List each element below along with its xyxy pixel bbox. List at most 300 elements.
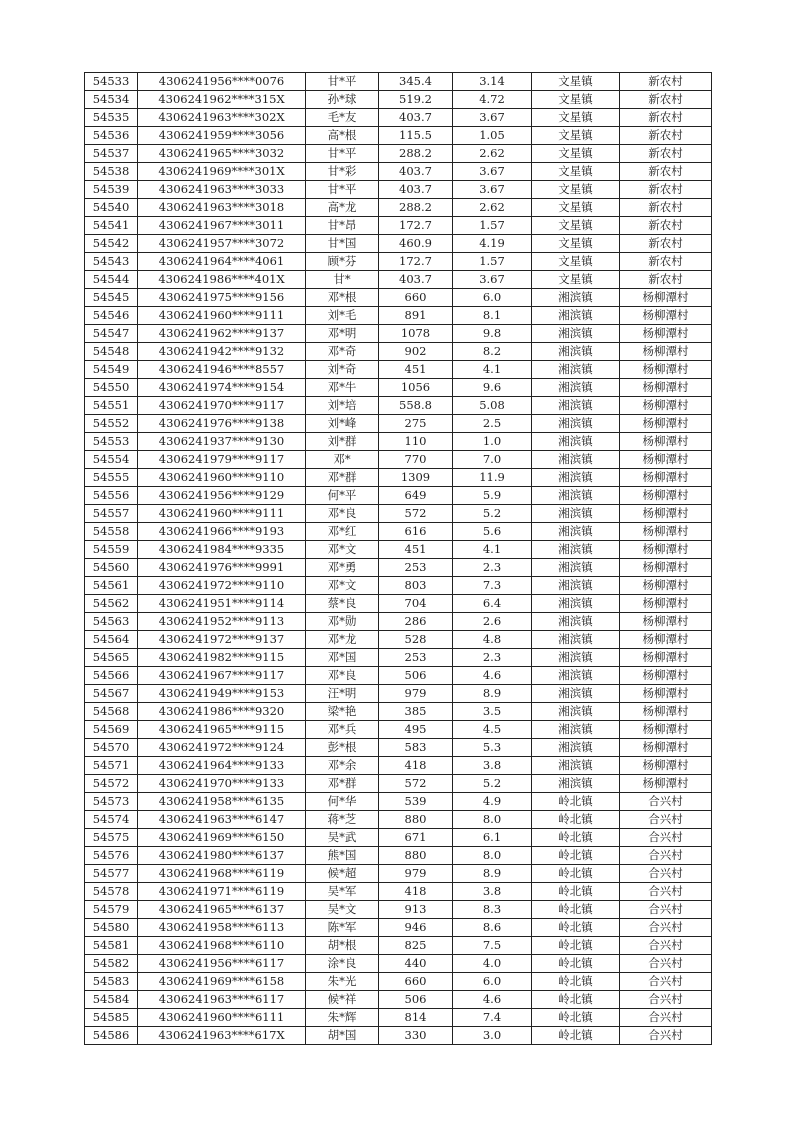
row-number-cell: 54586 [85,1027,138,1045]
amount-cell: 1309 [379,469,453,487]
area-cell: 4.19 [453,235,532,253]
row-number-cell: 54546 [85,307,138,325]
village-cell: 合兴村 [620,847,712,865]
area-cell: 1.57 [453,217,532,235]
table-row [85,541,712,559]
table-row [85,91,712,109]
area-cell: 7.5 [453,937,532,955]
name-cell: 邓* [306,451,379,469]
area-cell: 9.6 [453,379,532,397]
town-cell: 文星镇 [532,163,620,181]
town-cell: 岭北镇 [532,973,620,991]
village-cell: 杨柳潭村 [620,379,712,397]
amount-cell: 403.7 [379,271,453,289]
row-number-cell: 54567 [85,685,138,703]
table-row [85,991,712,1009]
id-number-cell: 4306241970****9133 [138,775,306,793]
id-number-cell: 4306241986****401X [138,271,306,289]
table-row [85,721,712,739]
id-number-cell: 4306241951****9114 [138,595,306,613]
area-cell: 7.4 [453,1009,532,1027]
village-cell: 杨柳潭村 [620,577,712,595]
amount-cell: 418 [379,757,453,775]
amount-cell: 403.7 [379,163,453,181]
amount-cell: 418 [379,883,453,901]
area-cell: 5.2 [453,505,532,523]
name-cell: 邓*兵 [306,721,379,739]
town-cell: 湘滨镇 [532,541,620,559]
town-cell: 湘滨镇 [532,667,620,685]
name-cell: 候*祥 [306,991,379,1009]
town-cell: 湘滨镇 [532,505,620,523]
row-number-cell: 54565 [85,649,138,667]
village-cell: 杨柳潭村 [620,325,712,343]
id-number-cell: 4306241969****301X [138,163,306,181]
village-cell: 杨柳潭村 [620,433,712,451]
id-number-cell: 4306241963****6117 [138,991,306,1009]
village-cell: 杨柳潭村 [620,541,712,559]
table-row [85,181,712,199]
table-row [85,325,712,343]
area-cell: 8.0 [453,811,532,829]
town-cell: 岭北镇 [532,793,620,811]
name-cell: 邓*勇 [306,559,379,577]
row-number-cell: 54559 [85,541,138,559]
table-row [85,523,712,541]
amount-cell: 451 [379,361,453,379]
name-cell: 孙*球 [306,91,379,109]
area-cell: 4.9 [453,793,532,811]
name-cell: 邓*红 [306,523,379,541]
area-cell: 5.2 [453,775,532,793]
amount-cell: 528 [379,631,453,649]
id-number-cell: 4306241969****6150 [138,829,306,847]
row-number-cell: 54569 [85,721,138,739]
village-cell: 杨柳潭村 [620,289,712,307]
table-row [85,847,712,865]
amount-cell: 440 [379,955,453,973]
amount-cell: 902 [379,343,453,361]
village-cell: 合兴村 [620,1009,712,1027]
amount-cell: 519.2 [379,91,453,109]
town-cell: 岭北镇 [532,1027,620,1045]
id-number-cell: 4306241971****6119 [138,883,306,901]
id-number-cell: 4306241956****9129 [138,487,306,505]
row-number-cell: 54533 [85,73,138,91]
name-cell: 吴*文 [306,901,379,919]
row-number-cell: 54557 [85,505,138,523]
id-number-cell: 4306241946****8557 [138,361,306,379]
area-cell: 1.05 [453,127,532,145]
id-number-cell: 4306241979****9117 [138,451,306,469]
village-cell: 杨柳潭村 [620,757,712,775]
name-cell: 邓*良 [306,505,379,523]
row-number-cell: 54548 [85,343,138,361]
amount-cell: 253 [379,649,453,667]
name-cell: 朱*辉 [306,1009,379,1027]
area-cell: 3.67 [453,181,532,199]
row-number-cell: 54536 [85,127,138,145]
town-cell: 文星镇 [532,199,620,217]
id-number-cell: 4306241962****315X [138,91,306,109]
amount-cell: 172.7 [379,253,453,271]
village-cell: 杨柳潭村 [620,523,712,541]
row-number-cell: 54574 [85,811,138,829]
area-cell: 8.2 [453,343,532,361]
amount-cell: 825 [379,937,453,955]
table-row [85,649,712,667]
id-number-cell: 4306241972****9110 [138,577,306,595]
area-cell: 8.9 [453,685,532,703]
village-cell: 杨柳潭村 [620,397,712,415]
village-cell: 杨柳潭村 [620,487,712,505]
village-cell: 杨柳潭村 [620,613,712,631]
village-cell: 合兴村 [620,829,712,847]
name-cell: 蔡*良 [306,595,379,613]
village-cell: 杨柳潭村 [620,649,712,667]
table-row [85,793,712,811]
village-cell: 合兴村 [620,955,712,973]
town-cell: 湘滨镇 [532,343,620,361]
name-cell: 候*超 [306,865,379,883]
id-number-cell: 4306241963****3018 [138,199,306,217]
village-cell: 合兴村 [620,973,712,991]
table-row [85,829,712,847]
row-number-cell: 54535 [85,109,138,127]
village-cell: 合兴村 [620,1027,712,1045]
town-cell: 湘滨镇 [532,433,620,451]
amount-cell: 172.7 [379,217,453,235]
table-row [85,289,712,307]
village-cell: 杨柳潭村 [620,721,712,739]
row-number-cell: 54564 [85,631,138,649]
area-cell: 4.0 [453,955,532,973]
village-cell: 新农村 [620,163,712,181]
area-cell: 7.0 [453,451,532,469]
table-row [85,559,712,577]
town-cell: 湘滨镇 [532,289,620,307]
name-cell: 邓*明 [306,325,379,343]
village-cell: 新农村 [620,199,712,217]
village-cell: 杨柳潭村 [620,469,712,487]
row-number-cell: 54545 [85,289,138,307]
town-cell: 湘滨镇 [532,415,620,433]
amount-cell: 583 [379,739,453,757]
row-number-cell: 54554 [85,451,138,469]
amount-cell: 572 [379,775,453,793]
town-cell: 文星镇 [532,91,620,109]
town-cell: 湘滨镇 [532,757,620,775]
table-row [85,397,712,415]
area-cell: 5.3 [453,739,532,757]
town-cell: 文星镇 [532,253,620,271]
amount-cell: 814 [379,1009,453,1027]
row-number-cell: 54543 [85,253,138,271]
id-number-cell: 4306241965****3032 [138,145,306,163]
table-row [85,505,712,523]
town-cell: 湘滨镇 [532,613,620,631]
row-number-cell: 54563 [85,613,138,631]
amount-cell: 495 [379,721,453,739]
amount-cell: 110 [379,433,453,451]
amount-cell: 506 [379,991,453,1009]
village-cell: 杨柳潭村 [620,775,712,793]
area-cell: 8.0 [453,847,532,865]
name-cell: 汪*明 [306,685,379,703]
town-cell: 岭北镇 [532,1009,620,1027]
village-cell: 新农村 [620,217,712,235]
village-cell: 新农村 [620,73,712,91]
id-number-cell: 4306241964****4061 [138,253,306,271]
id-number-cell: 4306241952****9113 [138,613,306,631]
village-cell: 杨柳潭村 [620,415,712,433]
name-cell: 甘* [306,271,379,289]
id-number-cell: 4306241986****9320 [138,703,306,721]
table-row [85,703,712,721]
town-cell: 文星镇 [532,73,620,91]
row-number-cell: 54582 [85,955,138,973]
amount-cell: 558.8 [379,397,453,415]
name-cell: 高*龙 [306,199,379,217]
row-number-cell: 54575 [85,829,138,847]
table-row [85,883,712,901]
table-row [85,163,712,181]
area-cell: 1.57 [453,253,532,271]
amount-cell: 891 [379,307,453,325]
name-cell: 胡*根 [306,937,379,955]
name-cell: 邓*牛 [306,379,379,397]
town-cell: 湘滨镇 [532,631,620,649]
id-number-cell: 4306241942****9132 [138,343,306,361]
id-number-cell: 4306241970****9117 [138,397,306,415]
town-cell: 岭北镇 [532,847,620,865]
amount-cell: 946 [379,919,453,937]
village-cell: 新农村 [620,271,712,289]
village-cell: 新农村 [620,235,712,253]
name-cell: 吴*军 [306,883,379,901]
id-number-cell: 4306241976****9138 [138,415,306,433]
row-number-cell: 54555 [85,469,138,487]
name-cell: 邓*根 [306,289,379,307]
name-cell: 邓*文 [306,577,379,595]
amount-cell: 704 [379,595,453,613]
table-row [85,667,712,685]
row-number-cell: 54540 [85,199,138,217]
village-cell: 杨柳潭村 [620,451,712,469]
row-number-cell: 54576 [85,847,138,865]
table-row [85,379,712,397]
table-row [85,343,712,361]
table-row [85,469,712,487]
amount-cell: 345.4 [379,73,453,91]
row-number-cell: 54577 [85,865,138,883]
id-number-cell: 4306241956****6117 [138,955,306,973]
table-row [85,811,712,829]
row-number-cell: 54547 [85,325,138,343]
town-cell: 文星镇 [532,127,620,145]
village-cell: 合兴村 [620,811,712,829]
row-number-cell: 54578 [85,883,138,901]
village-cell: 合兴村 [620,793,712,811]
town-cell: 湘滨镇 [532,685,620,703]
amount-cell: 671 [379,829,453,847]
table-body [85,73,712,1045]
table-row [85,955,712,973]
table-row [85,127,712,145]
area-cell: 3.67 [453,271,532,289]
area-cell: 4.8 [453,631,532,649]
town-cell: 文星镇 [532,271,620,289]
name-cell: 吴*武 [306,829,379,847]
table-row [85,1027,712,1045]
area-cell: 3.8 [453,883,532,901]
name-cell: 邓*良 [306,667,379,685]
id-number-cell: 4306241962****9137 [138,325,306,343]
table-row [85,307,712,325]
name-cell: 邓*群 [306,469,379,487]
table-row [85,487,712,505]
town-cell: 岭北镇 [532,901,620,919]
town-cell: 湘滨镇 [532,307,620,325]
id-number-cell: 4306241958****6113 [138,919,306,937]
village-cell: 杨柳潭村 [620,631,712,649]
table-row [85,199,712,217]
area-cell: 5.9 [453,487,532,505]
id-number-cell: 4306241968****6110 [138,937,306,955]
amount-cell: 385 [379,703,453,721]
name-cell: 陈*军 [306,919,379,937]
name-cell: 朱*光 [306,973,379,991]
id-number-cell: 4306241963****302X [138,109,306,127]
id-number-cell: 4306241968****6119 [138,865,306,883]
id-number-cell: 4306241967****3011 [138,217,306,235]
row-number-cell: 54544 [85,271,138,289]
amount-cell: 1078 [379,325,453,343]
amount-cell: 660 [379,973,453,991]
area-cell: 6.0 [453,973,532,991]
name-cell: 甘*平 [306,73,379,91]
row-number-cell: 54551 [85,397,138,415]
id-number-cell: 4306241958****6135 [138,793,306,811]
table-row [85,757,712,775]
name-cell: 梁*艳 [306,703,379,721]
village-cell: 杨柳潭村 [620,505,712,523]
name-cell: 涂*良 [306,955,379,973]
id-number-cell: 4306241937****9130 [138,433,306,451]
amount-cell: 275 [379,415,453,433]
id-number-cell: 4306241966****9193 [138,523,306,541]
table-row [85,775,712,793]
row-number-cell: 54583 [85,973,138,991]
amount-cell: 286 [379,613,453,631]
town-cell: 文星镇 [532,235,620,253]
amount-cell: 506 [379,667,453,685]
amount-cell: 460.9 [379,235,453,253]
id-number-cell: 4306241965****9115 [138,721,306,739]
table-row [85,433,712,451]
table-row [85,235,712,253]
id-number-cell: 4306241963****6147 [138,811,306,829]
amount-cell: 115.5 [379,127,453,145]
id-number-cell: 4306241969****6158 [138,973,306,991]
id-number-cell: 4306241975****9156 [138,289,306,307]
town-cell: 湘滨镇 [532,703,620,721]
town-cell: 岭北镇 [532,991,620,1009]
amount-cell: 572 [379,505,453,523]
name-cell: 甘*平 [306,181,379,199]
village-cell: 合兴村 [620,937,712,955]
amount-cell: 979 [379,865,453,883]
amount-cell: 403.7 [379,109,453,127]
name-cell: 邓*群 [306,775,379,793]
id-number-cell: 4306241960****9110 [138,469,306,487]
area-cell: 8.6 [453,919,532,937]
area-cell: 2.3 [453,559,532,577]
table-row [85,685,712,703]
amount-cell: 1056 [379,379,453,397]
village-cell: 杨柳潭村 [620,739,712,757]
amount-cell: 803 [379,577,453,595]
row-number-cell: 54552 [85,415,138,433]
table-row [85,145,712,163]
amount-cell: 979 [379,685,453,703]
table-row [85,451,712,469]
id-number-cell: 4306241972****9124 [138,739,306,757]
town-cell: 文星镇 [532,181,620,199]
id-number-cell: 4306241982****9115 [138,649,306,667]
town-cell: 岭北镇 [532,829,620,847]
name-cell: 蒋*芝 [306,811,379,829]
row-number-cell: 54579 [85,901,138,919]
row-number-cell: 54537 [85,145,138,163]
town-cell: 岭北镇 [532,811,620,829]
village-cell: 新农村 [620,109,712,127]
village-cell: 合兴村 [620,901,712,919]
area-cell: 2.5 [453,415,532,433]
area-cell: 6.4 [453,595,532,613]
table-row [85,739,712,757]
row-number-cell: 54571 [85,757,138,775]
area-cell: 5.08 [453,397,532,415]
table-row [85,919,712,937]
village-cell: 杨柳潭村 [620,667,712,685]
name-cell: 刘*奇 [306,361,379,379]
amount-cell: 539 [379,793,453,811]
name-cell: 毛*友 [306,109,379,127]
area-cell: 3.0 [453,1027,532,1045]
area-cell: 4.1 [453,361,532,379]
town-cell: 湘滨镇 [532,325,620,343]
amount-cell: 616 [379,523,453,541]
town-cell: 岭北镇 [532,955,620,973]
name-cell: 邓*勋 [306,613,379,631]
row-number-cell: 54570 [85,739,138,757]
row-number-cell: 54566 [85,667,138,685]
area-cell: 2.6 [453,613,532,631]
area-cell: 3.67 [453,163,532,181]
id-number-cell: 4306241976****9991 [138,559,306,577]
row-number-cell: 54560 [85,559,138,577]
row-number-cell: 54538 [85,163,138,181]
village-cell: 新农村 [620,91,712,109]
row-number-cell: 54581 [85,937,138,955]
amount-cell: 288.2 [379,145,453,163]
row-number-cell: 54534 [85,91,138,109]
id-number-cell: 4306241960****9111 [138,307,306,325]
area-cell: 3.8 [453,757,532,775]
table-row [85,613,712,631]
table-row [85,577,712,595]
